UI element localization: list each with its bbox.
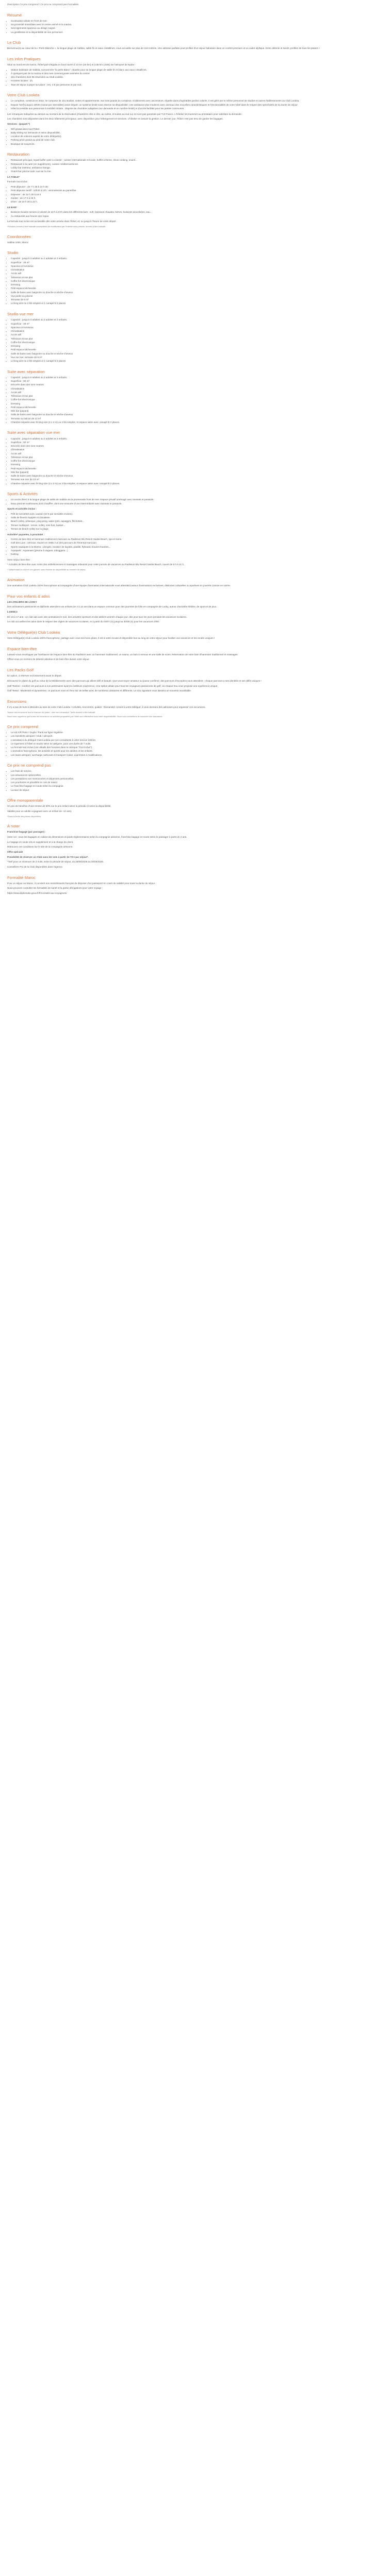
list-item: • Lit king size ou 2 lits simples et 1 canapé lit 2 places [11, 360, 384, 363]
list-item: • Vue jardin ou piscine [11, 295, 384, 298]
packs-section [7, 668, 384, 693]
list-item: • Dressing [11, 402, 384, 406]
anoter-text-4: Possibilité de réserver un Club sans les vols à partir de 70 € par séjour*. [7, 855, 89, 858]
formalites-text-2: Nous pouvons consulter les formalités de santé et la partie dérogations pour votre voyage : [7, 887, 103, 890]
animation-section [7, 578, 384, 588]
bar-list [7, 211, 384, 218]
infos-section [7, 57, 384, 87]
offre-mono-text: Un prix de bénéfice d'une remise de 50% sur le prix enfant selon la période et selon la disponibilité. [7, 805, 111, 808]
coords-title: Coordonnées [7, 234, 31, 239]
sports-inclus-list [7, 513, 384, 531]
sports-section [7, 492, 384, 571]
espace-text: Laissez-vous envelopper par l'ambiance de l'espace bien-être du Radisson avec un hammam traditionnel, un sauna, un bain à remous et une salle de soins. Réservation de votre bain d'hammam traditionnel et massages. [7, 653, 238, 656]
list-item: • Climatisation [11, 330, 384, 333]
list-item: • Capacité : jusqu'à 5 adultes ou 2 adultes et 3 enfants. [11, 376, 384, 380]
list-item: • Dîner : de 19 h 30 à 22 h. [11, 200, 384, 204]
list-item: • Superficie : 50 m² [11, 441, 384, 445]
list-item: • Salle de bains avec baignoire ou douche et sèche-cheveux [11, 413, 384, 417]
list-item: • Le franchise bagage en soute selon la compagnie. [11, 785, 384, 788]
list-item: • Centre de bien-être et hammam traditionnel marocain au Radisson Blu Resort Saidia Beach, spa et soins. [11, 538, 384, 541]
list-item: • Petit déjeuner : de 7 h 30 à 10 h 30. [11, 185, 384, 189]
list-item: • Sa situation idéale en front de mer. [11, 20, 384, 23]
espace-section [7, 647, 384, 662]
list-item: • Les frais de service. [11, 770, 384, 773]
list-item: • Spacieux et lumineux [11, 326, 384, 330]
votre-club-section [7, 93, 384, 146]
list-item: • Hôtel accessible aux personnes à mobilité réduite : dispose de chambres adaptées (sur demande et en nombre limité) et d'accès facilités pour les parties communes. [11, 107, 384, 111]
list-item: • Vue sur mer, terrasse de 8 m² [11, 356, 384, 360]
sports-text-2: * Activités de bien-être avec soins des esthéticiennes et massages relaxants pour cette journée de vacances au Radisson Blu Resort Saidia Beach, ouvert de 9 h à 21 h. [7, 563, 185, 566]
list-item: • Petit espace kitchenette [11, 406, 384, 410]
list-item: • Les pourboires et pénalités en cas de retard. [11, 781, 384, 785]
list-item: • Petit déjeuner tardif : 10h30 à 11h : viennoiseries au panerifae. [11, 189, 384, 193]
tab-links[interactable]: Description Ce prix comprend / Ce prix ne comprend pas Formalités [7, 3, 79, 6]
list-item: • Dressing [11, 283, 384, 287]
list-item: • Superficie : 28 m² [11, 323, 384, 326]
list-item: • Dressing [11, 345, 384, 348]
list-item: • Snack-bar piscine avec vue sur la mer. [11, 170, 384, 174]
list-item: • Salle de bains avec baignoire ou douche et sèche-cheveux [11, 474, 384, 478]
list-item: • 151 chambres dont 96 réservées au Club Lookéa. [11, 76, 384, 79]
list-item: • Coffre-fort électronique [11, 280, 384, 283]
studio-title: Studio [7, 250, 19, 256]
offre-mono-text-2: Valable pour un adulte voyageant avec un enfant de -12 ans). [7, 810, 72, 812]
suite-mer-section [7, 430, 384, 485]
services-label: Services : (payant *) [7, 122, 30, 125]
bar-label: LE BAR* [7, 206, 17, 209]
restauration-title: Restauration [7, 152, 30, 157]
list-item: • Petit espace kitchenette [11, 287, 384, 291]
list-item: • Petit espace kitchenette [11, 348, 384, 352]
list-item: • Terrasse vue mer de 13 m² [11, 478, 384, 482]
list-item: • Lobby-bar intérieur, ambiance lounge. [11, 166, 384, 170]
ne-comprend-section [7, 763, 384, 792]
list-item: • Wifi gratuit dans tout l'hôtel. [11, 128, 384, 131]
formalites-title: Formalité Maroc [7, 875, 36, 880]
enfants-text: Des animateurs passionnés et diplômés attendent vos enfants de 3 à 12 ans dans un espace commun pour des journées de folie en compagnie de Looky, autour d'activités théâtre, de sport et de jeux. [7, 605, 217, 608]
anoter-text-2: Le bagage en soute est en supplément et à la charge du client. [7, 840, 74, 843]
packs-title: Les Packs Golf [7, 668, 34, 673]
list-item: • L'animation francophone, les activités et sports pour les adultes et les enfants. [11, 750, 384, 753]
sports-list [7, 498, 384, 505]
table-label: LA TABLE* [7, 175, 20, 178]
list-item: • Baby-sitting sur demande et selon disponibilité. [11, 131, 384, 135]
list-item: • Sports nautiques à la Marina : plongée, location de kayaks, paddle, flyboard, bouées tractées... [11, 546, 384, 549]
list-item: • Le vol A/R Paris / Oujda / Paris sur ligne régulière. [11, 731, 384, 735]
suite-section [7, 369, 384, 425]
list-item: • Le logement à l'hôtel en studio selon la catégorie, pour une durée de 7 nuits. [11, 742, 384, 746]
packs-text: En option, à réserver exclusivement avant le départ. [7, 674, 62, 677]
anoter-text-3: Retrouvez ces conditions sur le site de la compagnie aérienne. [7, 845, 73, 849]
list-item: • Restaurant à la carte (en supplément), cuisine méditerranéenne. [11, 163, 384, 166]
list-item: • Location de voitures auprès de votre délégué(e). [11, 135, 384, 139]
list-item: • Le complexe, construit en 2022, se compose de 151 studios, suites et appartements. Sur trois grands du complexe, 6 bâtiments avec ascenseurs, répartis dans d'agréables jardins colorés. Il est géré par le même personnel de studios et autres établissements au Club Lookéa. [11, 99, 384, 103]
list-item: • Les prestations non mentionnées et dépenses personnelles. [11, 777, 384, 781]
list-item: • Terrain multisport : tennis, volley, mini-foot, basket... [11, 524, 384, 528]
list-item: • Terrasse ou balcon de 13 m² [11, 417, 384, 421]
list-item: • Capacité : jusqu'à 3 adultes ou 2 adultes et 2 enfants. [11, 318, 384, 322]
list-item: • Beach-volley, pétanque, ping-pong, water-polo, aquagym, fléchettes... [11, 520, 384, 523]
list-item: • Deux piscines extérieures dont chauffée, dont une entourée d'une intermédiaire avec transats et parasols. [11, 502, 384, 506]
list-item: • La formule tout inclus (voir détails des horaires dans la rubrique "Tout inclus"). [11, 746, 384, 750]
resume-section [7, 13, 384, 35]
list-item: • Climatisation [11, 268, 384, 272]
offre-mono-title: Offre monoparentale [7, 798, 43, 803]
list-item: • Terrasse de 8 m² [11, 298, 384, 302]
list-item: • Télévision écran plat [11, 337, 384, 341]
list-item: • Accès wifi [11, 333, 384, 337]
club-title: Le Club [7, 40, 21, 45]
list-item: • Télévision écran plat [11, 456, 384, 460]
list-item: • Climatisation [11, 387, 384, 391]
list-item: • Accès wifi [11, 391, 384, 395]
list-item: • Les transferts aéroport / Club / aéroport. [11, 735, 384, 738]
infos-list [7, 69, 384, 87]
list-item: • Mini bar (payant) [11, 471, 384, 474]
ne-comprend-list [7, 770, 384, 792]
suite-mer-list [7, 437, 384, 486]
list-item: • Déjeuner : de 12 h 30 à 15 h. [11, 193, 384, 197]
infos-text: Situé au Nord-est de Kavos, l'hôtel part d'Egalia en bout ouvert à 12 km (16 km) et à 35 km (1h45) de l'aéroport de Nador. [7, 63, 135, 66]
ne-comprend-title: Ce prix ne comprend pas [7, 763, 51, 768]
suite-mer-title: Suite avec séparation vue mer [7, 430, 60, 435]
list-item: • Accès wifi [11, 452, 384, 456]
delegue-section [7, 630, 384, 640]
list-item: • Accès wifi [11, 272, 384, 276]
list-item: • Un accès direct à la longue plage de sable de Sabbia via la promenade front de mer. Espace privatif aménagé avec transats et parasols. [11, 498, 384, 502]
list-item: • Les taxes aéroport, surcharge carburant et transport routier, exprimées à modifications. [11, 754, 384, 757]
delegue-text: Votre Délégué(e) Club Lookéa 100% francophone, partage avec vous ses bons plans, il est à votre écoute et disponible tout au long de votre séjour pour faciliter vos vacances et les rendre uniques ! [7, 637, 215, 640]
anoter-label: Franchise bagage (par passager) : [7, 831, 46, 834]
excursions-section [7, 699, 384, 718]
page [0, 0, 391, 902]
list-item: • Depuis l'arrêt jusqu'à 19h30 (Canal par intervalles) avant départ, un système limité vous réserve sa disponibilité. Une ambiance plus moderne avec animaux des nouvelles caractéristiques et fonctionnalités de votre hôtel dans le respect des spécificités de sa durée de séjour. [11, 104, 384, 107]
sports-label: Sports et activités inclus : [7, 507, 37, 511]
packs-text-2: Découvrez le plaisir du golf au cœur de la Méditerranée avec des parcours qui allient défi et beauté. Que vous soyez amateur ou joueur confirmé, des parcours d'exception vous attendent : chaque parcours a ses identités et ses défis uniques ! [7, 679, 262, 682]
list-item: • Sa proximité immédiate avec le centre animé et la marina. [11, 23, 384, 27]
votre-club-title: Votre Club Lookéa [7, 93, 40, 98]
list-item: • Chambre séparée avec lit king size (2 x 2 m) ou 2 lits simples, et espace salon avec canapé lit 2 places. [11, 421, 384, 425]
formalites-link[interactable]: https://www.diplomatie.gouv.fr/fr/conseils-aux-voyageurs/ [7, 892, 67, 895]
votre-club-list [7, 99, 384, 110]
list-item: • Télévision écran plat [11, 276, 384, 280]
votre-club-text-2: Les chambres sont disposées dans les deux bâtiments principaux, avec disposition pour hébergement et services. L'hôtelier en assure la gestion. Le dernier jour, l'hôtel n'est pas tenu de garder les bagages. [7, 117, 223, 121]
list-item: • Station balnéaire de Sabbia, surnommée "la perle Blanc", répartie pour sa longue plage de sable fin et blanc aux eaux cristallines. [11, 69, 384, 72]
enfants-sub: LES ATELIERS DE LOOKY [7, 600, 37, 603]
bar-note: *Horaires donnés à titre indicatif susceptibles de modification par l'hôtelier sans préavis, donnés à titre indicatif. [7, 225, 106, 228]
list-item: • Chambre séparée avec lit king size (2 x 2 m) ou 2 lits simples, et espace salon avec canapé lit 2 places. [11, 482, 384, 486]
list-item: • Superficie : 28 m² [11, 261, 384, 265]
enfants-label: L@BNC2 [7, 610, 18, 613]
comprend-list [7, 731, 384, 757]
list-item: • Boutique de souvenirs. [11, 143, 384, 146]
table-sub: Formule tout inclus [7, 180, 27, 183]
anoter-title: À noter [7, 824, 20, 829]
sports-note: * Indépendant du club et non garanti, sous réserve de disponibilité au moment du séjour. [7, 568, 86, 571]
bar-text: La formule tout inclus est accessible dès votre arrivée dans l'hôtel, et, ou jusqu'à l'heure de votre départ. [7, 220, 117, 223]
table-list [7, 185, 384, 204]
delegue-title: Votre Délégué(e) Club Lookéa [7, 630, 60, 635]
list-item: • Parking privé gratuit au pied de votre club. [11, 139, 384, 142]
formalites-text: Pour un séjour au Maroc, il convient aux ressortissants français de disposer d'un passeport en cours de validité pour toute la durée du séjour. [7, 882, 156, 885]
list-item: • Salle de fitness équipée et climatisée. [11, 516, 384, 520]
offre-mono-section [7, 798, 384, 818]
list-item: • Golf des Lacs : 18 trous. Ouvert en 2009, l'un des parcours de l'Oriental marocain. [11, 541, 384, 545]
suite-list [7, 376, 384, 425]
sports-label-2: Activités* payantes, à proximité : [7, 533, 44, 536]
formalites-section [7, 875, 384, 895]
studio-section [7, 250, 384, 306]
club-text: Bienvenue(s) au cœur de la « Perle Blanche », la longue plage de Sabbia, sable fin et eaux cristallines, vous accueille sur plus de cent mètres. Une adresse parfaite pour profiter d'un séjour balnéaire dans un confort premium et un cadre idyllique. Entre détente et loisirs, profitez de tous les plaisirs ! [7, 47, 320, 50]
anoter-text-5: *Tarif pour un minimum de 3 nuits, selon la période de séjour, du 26/05/2026 au 30/06/2026. [7, 860, 104, 863]
list-item: • Taxe de séjour à payer sur place : env. 4 € par personne et par nuit. [11, 83, 384, 87]
list-item: • Mini bar (payant) [11, 410, 384, 413]
list-item: • Salle de bains avec baignoire ou douche et sèche-cheveux [11, 291, 384, 295]
packs-text-4: Golf Teetal : Modernité et dynamisme, ce parcours vous en fera voir de belles avec de nombreux obstacles et différents. Le trou signature vous laissera un souvenir inoubliable. [7, 689, 192, 692]
comprend-section [7, 724, 384, 757]
list-item: • Coffre-fort électronique [11, 460, 384, 463]
suite-title: Suite avec séparation [7, 369, 45, 374]
list-item: • À quelques pas de la marina et des rues commerçantes animées du centre. [11, 72, 384, 76]
espace-text-2: Offrez-vous un moment de détente absolue et de bien-être durant votre séjour. [7, 658, 90, 661]
resume-list [7, 20, 384, 34]
studio-mer-section [7, 312, 384, 363]
list-item: • Restaurant principal, repas buffet varié à volonté : cuisine internationale et locale, buffet à thème, show cooking, snack... [11, 159, 384, 162]
list-item: • Télévision écran plat [11, 395, 384, 398]
anoter-text: Votre vol : sous les bagages en cabine de dimensions et poids réglementaires selon la compagnie aérienne, franchise bagage en soute selon le passager à partir de 2 ans. [7, 836, 187, 839]
list-item: • Lit king size ou 2 lits simples et 1 canapé lit 2 places [11, 302, 384, 306]
espace-title: Espace bien-être [7, 646, 37, 651]
sports-text: Votre séjour bien-être : [7, 558, 31, 561]
list-item: • Décorée dans des tons neutres [11, 445, 384, 448]
list-item: • Boissons locales servies à volonté de 10 h à 23 h dans les différents bars : soft, boissons chaudes, bières, boissons alcoolisées, eau... [11, 211, 384, 214]
list-item: • Coffre-fort électronique [11, 398, 384, 402]
list-item: • Superficie : 50 m² [11, 380, 384, 383]
list-item: • Décorée dans des tons neutres [11, 383, 384, 387]
anoter-label-2: Offre spéciale [7, 851, 23, 854]
enfants-text-3: Le club accueillent les ados dans le respect des règles de vacances scolaires, et à partir du 04/07 (S) jusqu'au 30/08 (S) pour les vacances d'été. [7, 620, 160, 623]
excursions-note-2: Nous vous rappelons que toutes les excursions ou activités proposées par l'hôtel sont effectuées sous votre responsabilité. Nous vous conseillons de souscrire une assurance. [7, 715, 163, 718]
packs-text-3: Golf Teeboo : Confiez vos parcours à nos partenaires ayant la meilleure expérience. Une option idéale pour tous les voyageurs passionnés de golf, où chaque trou vous propose une expérience unique. [7, 684, 218, 687]
enfants-title: Pour vos enfants & ados [7, 594, 50, 599]
enfants-section [7, 594, 384, 624]
list-item: • Les assurances optionnelles. [11, 774, 384, 777]
studio-list [7, 257, 384, 306]
list-item: • Terrain de beach-volley sur la plage. [11, 528, 384, 531]
coords-text: Sabbia 1000, Maroc [7, 241, 29, 244]
comprend-title: Ce prix comprend [7, 724, 38, 729]
studio-mer-list [7, 318, 384, 363]
votre-club-text: Les remarques indiquées au dessus au moment de la réservation (chambres côte à côte, au calme, et toutes au sud ou) ne sont pas garanties par TUI France. L'hôtelier les transmet au prestataire pour satisfaire la demande. [7, 112, 242, 115]
list-item: • L'assistance du délégué Club Lookéa par nos consultants à votre service 24h/24. [11, 739, 384, 742]
sports-payant-list [7, 538, 384, 556]
list-item: • Climatisation [11, 448, 384, 452]
list-item: • Spacieux et lumineux [11, 265, 384, 268]
restauration-section [7, 152, 384, 228]
resume-title: Résumé [7, 12, 22, 18]
list-item: • Petit espace kitchenette [11, 467, 384, 471]
animation-title: Animation [7, 577, 25, 582]
excursions-note: Toutes nos excursions sont à réserver sur place. Liste non exhaustive. Tarifs donnés à titre indicatif. [7, 710, 96, 714]
services-list [7, 128, 384, 146]
list-item: • Karting. [11, 553, 384, 556]
list-item: • Goûter : de 17 h à 18 h. [11, 197, 384, 200]
list-item: • Aquapark : Aquamars (piscine à vagues, toboggans...) [11, 549, 384, 553]
infos-title: Les infos Pratiques [7, 56, 41, 61]
sports-title: Sports & Activités [7, 492, 38, 497]
studio-mer-title: Studio vue mer [7, 312, 34, 317]
excursions-title: Excursions [7, 699, 27, 704]
anoter-section [7, 824, 384, 869]
coords-section [7, 234, 384, 245]
list-item: • La taxe de séjour. [11, 789, 384, 792]
list-item: • Dressing [11, 463, 384, 467]
club-section [7, 40, 384, 50]
list-item: • Au restaurant aux heures des repas. [11, 215, 384, 218]
list-item: • La gentillesse et la disponibilité de son personnel. [11, 31, 384, 35]
list-item: • Prêt de serviettes avec caution (10 € par serviette environ). [11, 513, 384, 516]
list-item: • Salle de bains avec baignoire ou douche et sèche-cheveux [11, 352, 384, 356]
animation-text: Une animation Club Lookéa 100% francophone accompagnée d'une équipe d'animation internationale vous attendent autour d'animations exclusives, distinctes culturelles ou sportives en journée comme en soirée. [7, 584, 231, 587]
list-item: • Capacité : jusqu'à 3 adultes ou 2 adultes et 2 enfants. [11, 257, 384, 261]
restauration-list [7, 159, 384, 173]
list-item: • Ses logements spacieux au design soigné. [11, 27, 384, 30]
enfants-text-2: De 13 à 17 ans : un club ado avec des animations le soir, des activités sportives et des ateliers animés chaque jour, des jeux tous les jours pendant les vacances scolaires. [7, 615, 187, 618]
anoter-text-6: Conseillers Pro de la Club disponibles dans l'agence. [7, 866, 63, 869]
list-item: • Coffre-fort électronique [11, 341, 384, 345]
offre-mono-note: *Dans la limite des places disponibles. [7, 815, 42, 818]
excursions-text: Il n'y a pas de buts à atteindre au sein de votre Club Lookéa ! Activités, rencontres, guides : Demandez conseil à votre Délégué, il vous donnera des adresses pour organiser vos excursions. [7, 705, 206, 708]
list-item: • Horaires locales : 1h. [11, 79, 384, 83]
list-item: • Capacité : jusqu'à 5 adultes ou 2 adultes et 3 enfants. [11, 437, 384, 441]
